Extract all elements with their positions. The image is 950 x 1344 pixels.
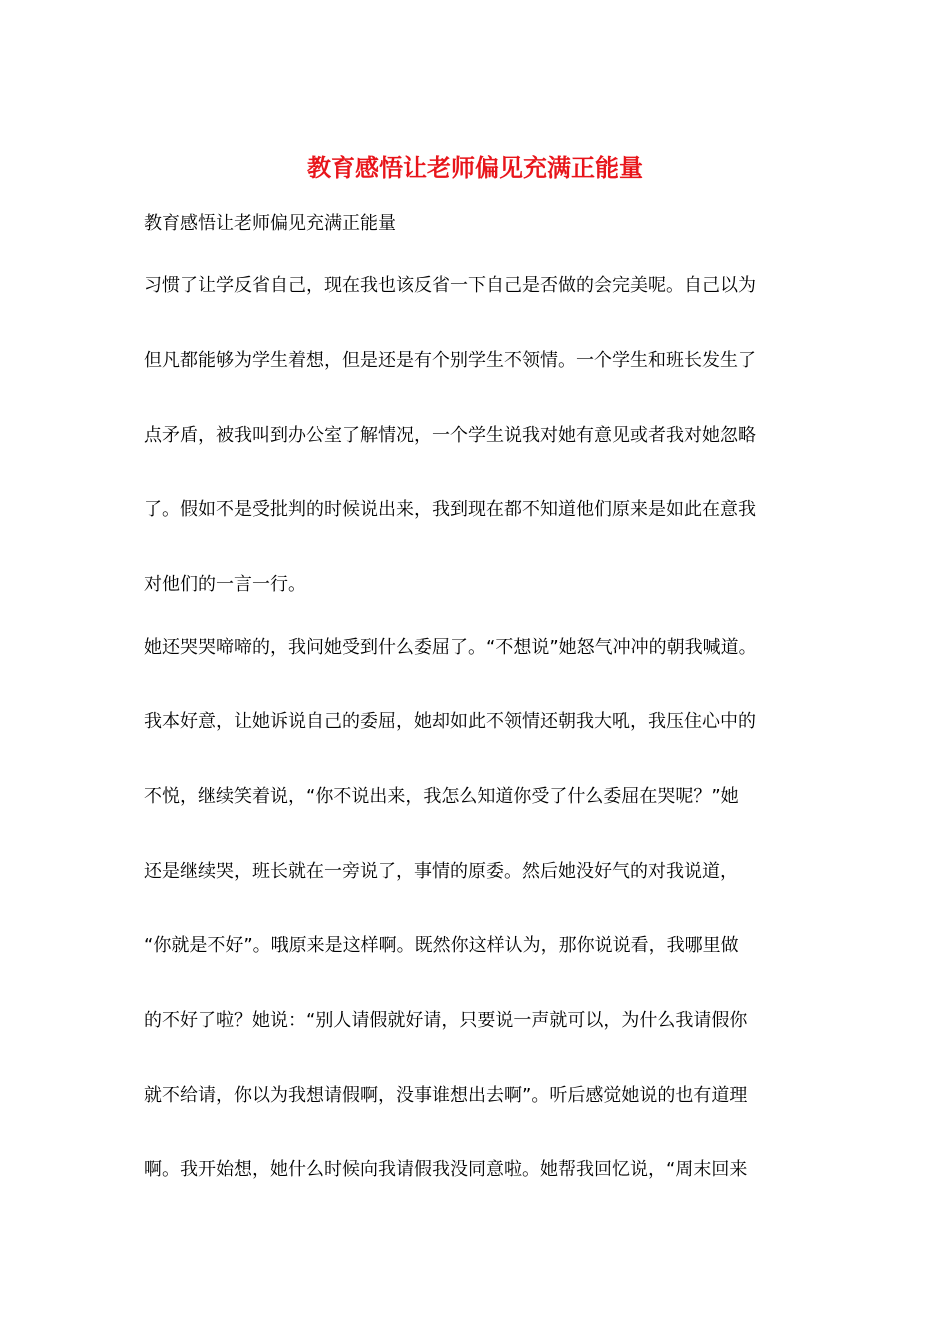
text-line: “你就是不好”。哦原来是这样啊。既然你这样认为，那你说说看，我哪里做 xyxy=(144,935,739,956)
text-line: 对他们的一言一行。 xyxy=(144,574,306,595)
text-line: 但凡都能够为学生着想，但是还是有个别学生不领情。一个学生和班长发生了 xyxy=(144,350,756,371)
text-line: 我本好意，让她诉说自己的委屈，她却如此不领情还朝我大吼，我压住心中的 xyxy=(144,711,756,732)
text-line: 的不好了啦？她说：“别人请假就好请，只要说一声就可以，为什么我请假你 xyxy=(144,1010,748,1031)
text-line: 点矛盾，被我叫到办公室了解情况，一个学生说我对她有意见或者我对她忽略 xyxy=(144,425,756,446)
text-line: 啊。我开始想，她什么时候向我请假我没同意啦。她帮我回忆说，“周末回来 xyxy=(144,1159,748,1180)
text-line: 不悦，继续笑着说，“你不说出来，我怎么知道你受了什么委屈在哭呢？”她 xyxy=(144,786,739,807)
text-line: 习惯了让学反省自己，现在我也该反省一下自己是否做的会完美呢。自己以为 xyxy=(144,275,756,296)
text-line: 她还哭哭啼啼的，我问她受到什么委屈了。“不想说”她怒气冲冲的朝我喊道。 xyxy=(144,637,757,658)
document-title: 教育感悟让老师偏见充满正能量 xyxy=(307,153,643,182)
text-line: 了。假如不是受批判的时候说出来，我到现在都不知道他们原来是如此在意我 xyxy=(144,499,756,520)
text-line: 还是继续哭，班长就在一旁说了，事情的原委。然后她没好气的对我说道， xyxy=(144,861,738,882)
document-subtitle: 教育感悟让老师偏见充满正能量 xyxy=(144,213,396,234)
text-line: 就不给请，你以为我想请假啊，没事谁想出去啊”。听后感觉她说的也有道理 xyxy=(144,1085,748,1106)
